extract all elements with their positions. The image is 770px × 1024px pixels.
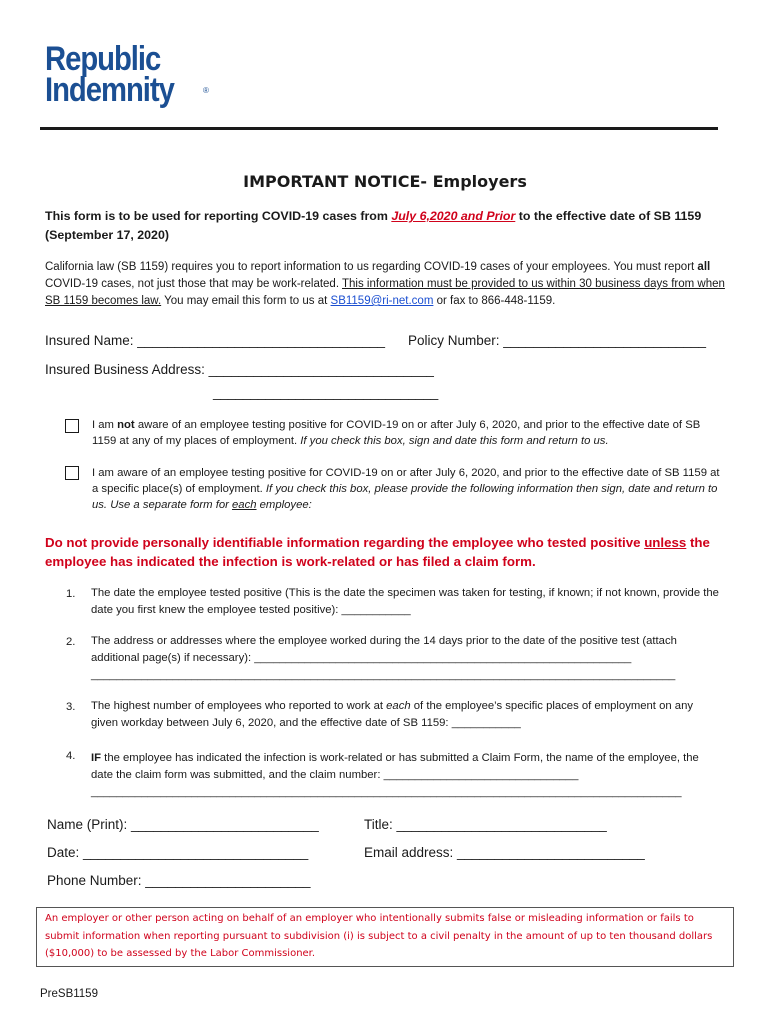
item-number: 1. — [66, 588, 76, 600]
header-divider — [40, 127, 718, 130]
item-number: 2. — [66, 636, 76, 648]
paragraph-text-1: California law (SB 1159) requires you to report information to us regarding COVID-19 cases of your employees. You must report — [45, 261, 698, 273]
cb2-text-1: I am aware of an employee testing positive for COVID-19 on or after July 6, 2020, and prior to the effective date of SB 1159 at a specific place(s) of employment. — [92, 467, 720, 495]
cb1-text-1: I am — [92, 419, 118, 431]
date-field[interactable]: Date: ______________________________ — [47, 845, 309, 860]
item-4-text: the employee has indicated the infection is work-related or has submitted a Claim Form, the name of the employee, the date the claim form was submitted, and the claim number: _______________________________ — [91, 752, 699, 781]
logo-line-1: Republic — [45, 40, 161, 78]
logo-line-2: Indemnity — [45, 71, 174, 109]
insured-name-field[interactable]: Insured Name: _________________________________ — [45, 333, 386, 348]
not-aware-option-text — [92, 417, 722, 449]
warning-unless: unless — [644, 535, 687, 550]
item-1-positive-test-date[interactable]: The date the employee tested positive (This is the date the specimen was taken for testing, if known; if not known, provide the date you first knew the employee tested positive): ___________ — [91, 587, 719, 616]
registered-mark: ® — [203, 86, 209, 95]
cb1-text-2: aware of an employee testing positive for COVID-19 on or after July 6, 2020, and prior to the effective date of SB 1159 at any of my places of employment. — [92, 419, 701, 447]
intro-text-1: This form is to be used for reporting COVID-19 cases from — [45, 209, 392, 223]
intro-text-2: to the effective date of SB 1159 (September 17, 2020) — [45, 209, 702, 242]
business-address-field[interactable]: Insured Business Address: ______________________________ — [45, 362, 434, 377]
aware-checkbox[interactable] — [65, 466, 79, 480]
item-3-text-2: of the employee’s specific places of employment on any given workday between July 6, 2020, and the effective date of SB 1159: ___________ — [91, 700, 694, 729]
business-address-line2-field[interactable]: ______________________________ — [213, 385, 439, 400]
paragraph-text-3: You may email this form to us at — [161, 295, 331, 307]
item-2-work-addresses[interactable]: The address or addresses where the employee worked during the 14 days prior to the date of the positive test (attach additional page(s) if necessary): ____________________________________________________________ — [91, 635, 677, 664]
item-3-each: each — [386, 700, 411, 712]
intro-date-highlight: July 6,2020 and Prior — [391, 209, 516, 223]
cb2-instruction-2: employee: — [256, 499, 312, 511]
name-print-field[interactable]: Name (Print): _________________________ — [47, 817, 319, 832]
item-3-highest-employee-count[interactable] — [91, 698, 721, 731]
page-title: IMPORTANT NOTICE- Employers — [243, 172, 527, 191]
company-logo — [45, 40, 235, 120]
item-4-claim-details[interactable] — [91, 750, 721, 783]
policy-number-field[interactable]: Policy Number: ___________________________ — [408, 333, 706, 348]
cb2-instruction-1: If you check this box, please provide the following information then sign, date and return to us. Use a separate form for — [92, 483, 718, 511]
item-3-text-1: The highest number of employees who reported to work at — [91, 700, 387, 712]
intro-statement — [45, 207, 725, 245]
item-number: 3. — [66, 701, 76, 713]
item-4-if: IF — [91, 752, 102, 764]
penalty-notice-text: An employer or other person acting on behalf of an employer who intentionally submits false or misleading information or fails to submit information when reporting pursuant to subdivision (i) is subject to a civil penalty in the amount of up to ten thousand dollars ($10,000) to be assessed by the Labor Commissioner. — [45, 913, 713, 959]
pii-warning — [45, 533, 725, 571]
warning-text-1: Do not provide personally identifiable information regarding the employee who tested positive — [45, 535, 645, 550]
item-number: 4. — [66, 750, 76, 762]
law-paragraph — [45, 259, 725, 310]
cb2-instruction-each: each — [232, 499, 257, 511]
email-link[interactable]: SB1159@ri-net.com — [330, 295, 434, 307]
item-2-extra-line[interactable]: _____________________________________________________________________________________________ — [91, 669, 676, 681]
paragraph-text-4: or fax to 866-448-1159. — [433, 295, 556, 307]
cb1-bold: not — [117, 419, 135, 431]
title-field[interactable]: Title: ____________________________ — [364, 817, 607, 832]
warning-text-2: the employee has indicated the infection is work-related or has filed a claim form. — [45, 535, 710, 569]
paragraph-bold: all — [697, 261, 711, 273]
aware-option-text — [92, 465, 722, 513]
item-4-extra-line[interactable]: ______________________________________________________________________________________________ — [91, 786, 682, 798]
penalty-notice-box — [36, 907, 734, 967]
paragraph-deadline: This information must be provided to us within 30 business days from when SB 1159 becomes law. — [45, 278, 725, 307]
form-id-footer: PreSB1159 — [40, 988, 98, 1000]
phone-number-field[interactable]: Phone Number: ______________________ — [47, 873, 311, 888]
cb1-instruction: If you check this box, sign and date this form and return to us. — [300, 435, 609, 447]
email-address-field[interactable]: Email address: _________________________ — [364, 845, 645, 860]
not-aware-checkbox[interactable] — [65, 419, 79, 433]
paragraph-text-2: COVID-19 cases, not just those that may be work-related. — [45, 278, 343, 290]
